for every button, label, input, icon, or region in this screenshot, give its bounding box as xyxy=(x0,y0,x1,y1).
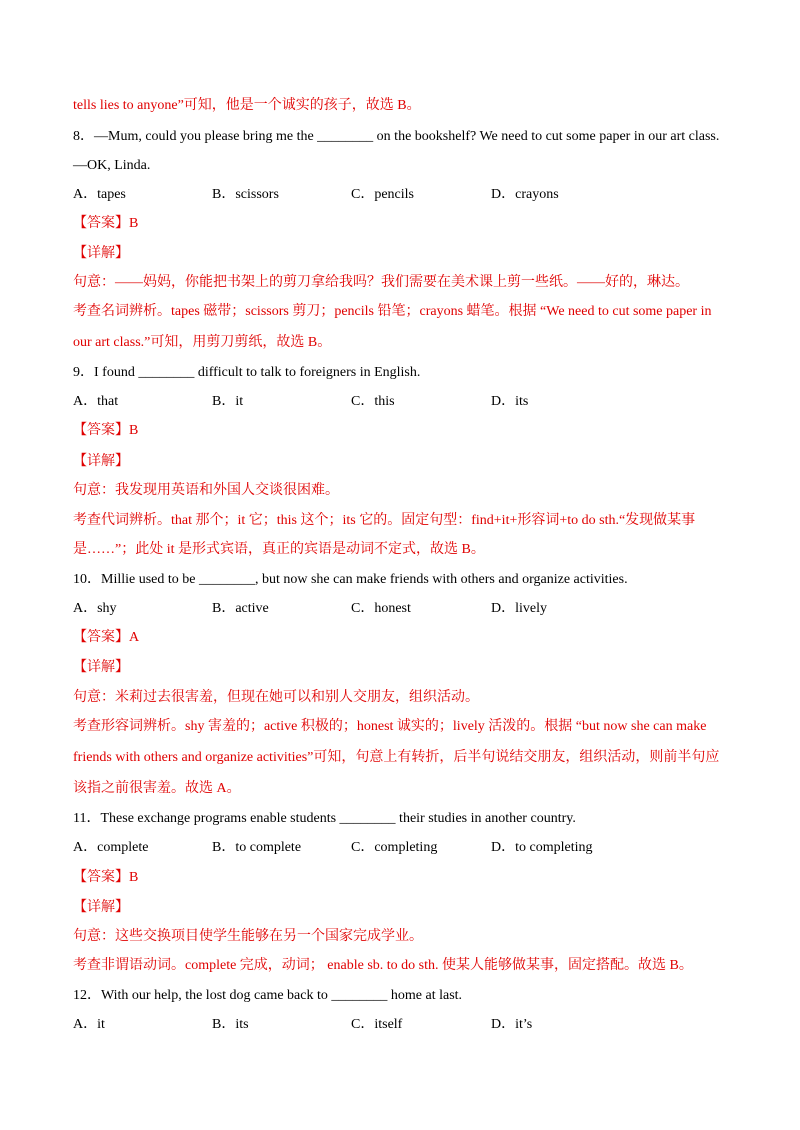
option-c: C．completing xyxy=(351,840,438,855)
option-b: B．to complete xyxy=(212,840,302,855)
option-a: A．it xyxy=(73,1017,105,1032)
question-stem-12: 12．With our help, the lost dog came back to ________ home at last. xyxy=(73,988,463,1003)
question-stem-8: 8．—Mum, could you please bring me the ________ on the bookshelf? We need to cut some paper in our art class. xyxy=(73,129,720,144)
option-a: A．complete xyxy=(73,840,149,855)
explanation-9-line-3: 是……”；此处 it 是形式宾语，真正的宾语是动词不定式，故选 B。 xyxy=(73,542,485,557)
options-12 xyxy=(73,1015,733,1035)
explanation-10-line-1: 句意：米莉过去很害羞，但现在她可以和别人交朋友，组织活动。 xyxy=(73,690,479,705)
explanation-8-line-1: 句意：——妈妈，你能把书架上的剪刀拿给我吗？我们需要在美术课上剪一些纸。——好的，琳达。 xyxy=(73,275,689,290)
option-b: B．its xyxy=(212,1017,249,1032)
answer-9: 【答案】B xyxy=(73,423,139,438)
options-11 xyxy=(73,838,733,858)
option-d: D．to completing xyxy=(491,840,593,855)
explanation-8-line-2: 考查名词辨析。tapes 磁带；scissors 剪刀；pencils 铅笔；crayons 蜡笔。根据 “We need to cut some paper in xyxy=(73,304,712,319)
explanation-9-line-2: 考查代词辨析。that 那个；it 它；this 这个；its 它的。固定句型：find+it+形容词+to do sth.“发现做某事 xyxy=(73,513,696,528)
explanation-8-line-3: our art class.”可知，用剪刀剪纸，故选 B。 xyxy=(73,335,332,350)
option-d: D．lively xyxy=(491,601,547,616)
option-d: D．its xyxy=(491,394,529,409)
explanation-tail: tells lies to anyone”可知，他是一个诚实的孩子，故选 B。 xyxy=(73,98,421,113)
detail-label-10: 【详解】 xyxy=(73,660,129,675)
explanation-11-line-2: 考查非谓语动词。complete 完成，动词； enable sb. to do sth. 使某人能够做某事，固定搭配。故选 B。 xyxy=(73,958,693,973)
options-10 xyxy=(73,599,733,619)
option-a: A．tapes xyxy=(73,187,126,202)
question-stem-10: 10．Millie used to be ________, but now she can make friends with others and organize activities. xyxy=(73,572,628,587)
question-stem-11: 11．These exchange programs enable students ________ their studies in another country. xyxy=(73,811,576,826)
detail-label-8: 【详解】 xyxy=(73,246,129,261)
option-b: B．it xyxy=(212,394,244,409)
option-c: C．pencils xyxy=(351,187,414,202)
option-a: A．shy xyxy=(73,601,117,616)
explanation-10-line-3: friends with others and organize activities”可知，句意上有转折，后半句说结交朋友，组织活动，则前半句应 xyxy=(73,750,720,765)
answer-10: 【答案】A xyxy=(73,630,140,645)
option-d: D．it’s xyxy=(491,1017,533,1032)
option-c: C．this xyxy=(351,394,395,409)
answer-11: 【答案】B xyxy=(73,870,139,885)
option-c: C．honest xyxy=(351,601,411,616)
explanation-10-line-4: 该指之前很害羞。故选 A。 xyxy=(73,781,241,796)
option-d: D．crayons xyxy=(491,187,559,202)
explanation-11-line-1: 句意：这些交换项目使学生能够在另一个国家完成学业。 xyxy=(73,929,423,944)
option-c: C．itself xyxy=(351,1017,403,1032)
question-stem-8-reply: —OK, Linda. xyxy=(73,158,151,173)
option-a: A．that xyxy=(73,394,119,409)
options-8 xyxy=(73,185,733,205)
explanation-10-line-2: 考查形容词辨析。shy 害羞的；active 积极的；honest 诚实的；lively 活泼的。根据 “but now she can make xyxy=(73,719,707,734)
option-b: B．active xyxy=(212,601,269,616)
explanation-9-line-1: 句意：我发现用英语和外国人交谈很困难。 xyxy=(73,483,339,498)
option-b: B．scissors xyxy=(212,187,279,202)
detail-label-11: 【详解】 xyxy=(73,900,129,915)
question-stem-9: 9．I found ________ difficult to talk to foreigners in English. xyxy=(73,365,421,380)
answer-8: 【答案】B xyxy=(73,216,139,231)
detail-label-9: 【详解】 xyxy=(73,454,129,469)
options-9 xyxy=(73,392,733,412)
